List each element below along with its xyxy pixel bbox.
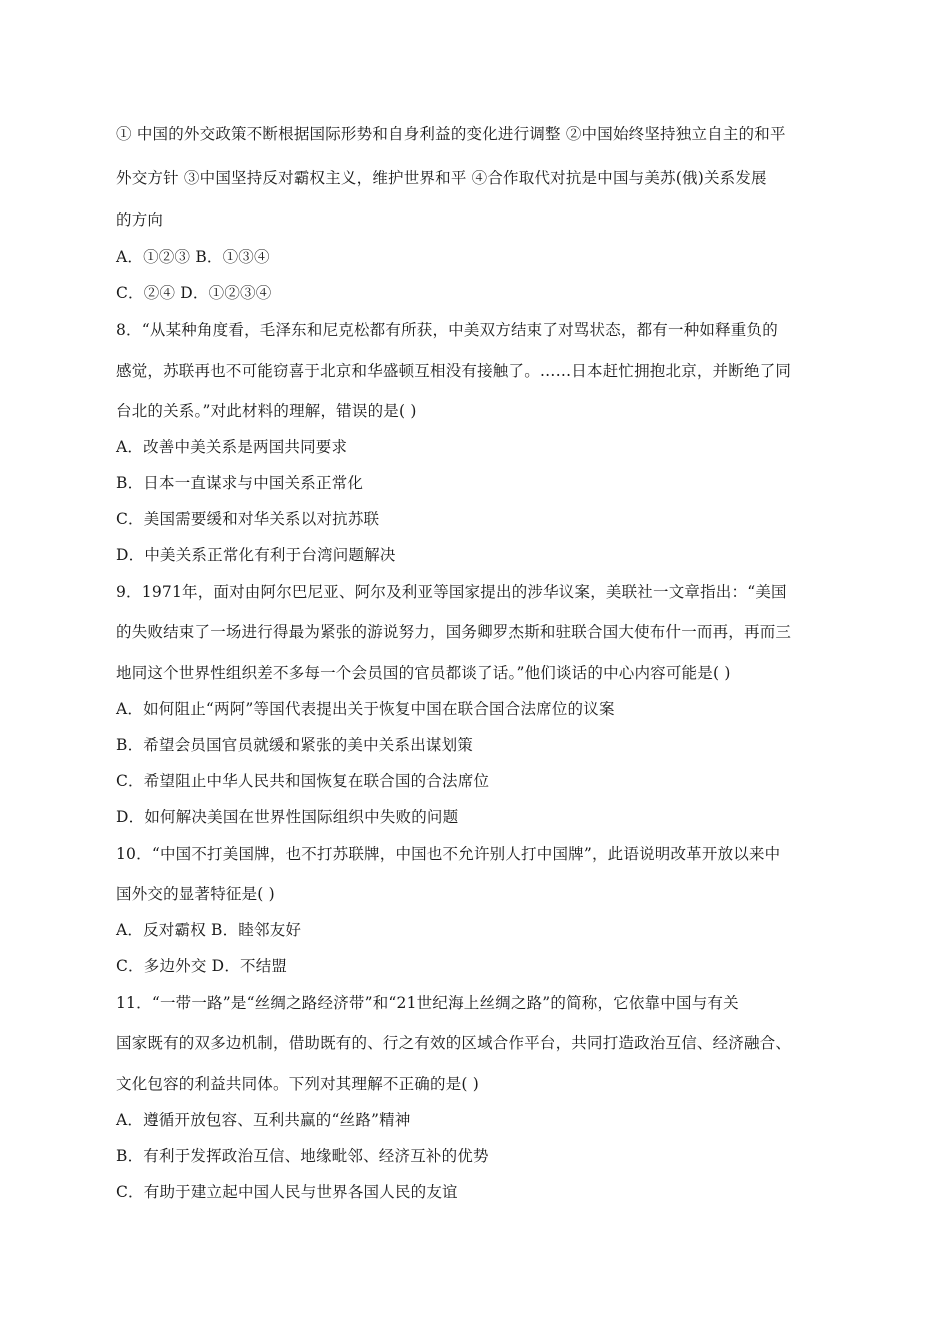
q10-options-row-2: C．多边外交 D．不结盟 <box>116 957 288 975</box>
q10-options-row-1: A．反对霸权 B．睦邻友好 <box>116 921 302 939</box>
q8-option-b: B．日本一直谋求与中国关系正常化 <box>116 474 364 492</box>
q11-option-c: C．有助于建立起中国人民与世界各国人民的友谊 <box>116 1183 458 1201</box>
q10-stem-line-1: 10．“中国不打美国牌，也不打苏联牌，中国也不允许别人打中国牌”，此语说明改革开放以来中 <box>116 845 781 863</box>
q9-stem-line-3: 地同这个世界性组织差不多每一个会员国的官员都谈了话。”他们谈话的中心内容可能是( ) <box>116 664 731 682</box>
q9-option-c: C．希望阻止中华人民共和国恢复在联合国的合法席位 <box>116 772 490 790</box>
q11-stem-line-1: 11．“一带一路”是“丝绸之路经济带”和“21世纪海上丝绸之路”的简称，它依靠中国与有关 <box>116 994 739 1012</box>
q9-option-a: A．如何阻止“两阿”等国代表提出关于恢复中国在联合国合法席位的议案 <box>116 700 615 718</box>
q10-stem-line-2: 国外交的显著特征是( ) <box>116 885 275 903</box>
q9-option-d: D．如何解决美国在世界性国际组织中失败的问题 <box>116 808 459 826</box>
q7-statement-line-1: ① 中国的外交政策不断根据国际形势和自身利益的变化进行调整 ②中国始终坚持独立自主的和平 <box>116 125 786 143</box>
q11-stem-line-2: 国家既有的双多边机制，借助既有的、行之有效的区域合作平台，共同打造政治互信、经济融合、 <box>116 1034 792 1052</box>
q9-stem-line-1: 9．1971年，面对由阿尔巴尼亚、阿尔及利亚等国家提出的涉华议案，美联社一文章指出：“美国 <box>116 583 787 601</box>
q8-option-a: A．改善中美关系是两国共同要求 <box>116 438 348 456</box>
q8-stem-line-3: 台北的关系。”对此材料的理解，错误的是( ) <box>116 402 417 420</box>
q8-option-c: C．美国需要缓和对华关系以对抗苏联 <box>116 510 380 528</box>
q11-option-a: A．遵循开放包容、互利共赢的“丝路”精神 <box>116 1111 411 1129</box>
q7-options-row-1: A．①②③ B．①③④ <box>116 248 270 266</box>
q7-options-row-2: C．②④ D．①②③④ <box>116 284 272 302</box>
q11-option-b: B．有利于发挥政治互信、地缘毗邻、经济互补的优势 <box>116 1147 489 1165</box>
q8-stem-line-1: 8．“从某种角度看，毛泽东和尼克松都有所获，中美双方结束了对骂状态，都有一种如释重负的 <box>116 321 778 339</box>
q7-statement-line-2: 外交方针 ③中国坚持反对霸权主义，维护世界和平 ④合作取代对抗是中国与美苏(俄)关系发展 <box>116 169 767 187</box>
q9-stem-line-2: 的失败结束了一场进行得最为紧张的游说努力，国务卿罗杰斯和驻联合国大使布什一而再，再而三 <box>116 623 792 641</box>
q8-stem-line-2: 感觉，苏联再也不可能窃喜于北京和华盛顿互相没有接触了。……日本赶忙拥抱北京，并断绝了同 <box>116 362 792 380</box>
q9-option-b: B．希望会员国官员就缓和紧张的美中关系出谋划策 <box>116 736 473 754</box>
q11-stem-line-3: 文化包容的利益共同体。下列对其理解不正确的是( ) <box>116 1075 480 1093</box>
q8-option-d: D．中美关系正常化有利于台湾问题解决 <box>116 546 396 564</box>
q7-statement-line-3: 的方向 <box>116 211 164 229</box>
